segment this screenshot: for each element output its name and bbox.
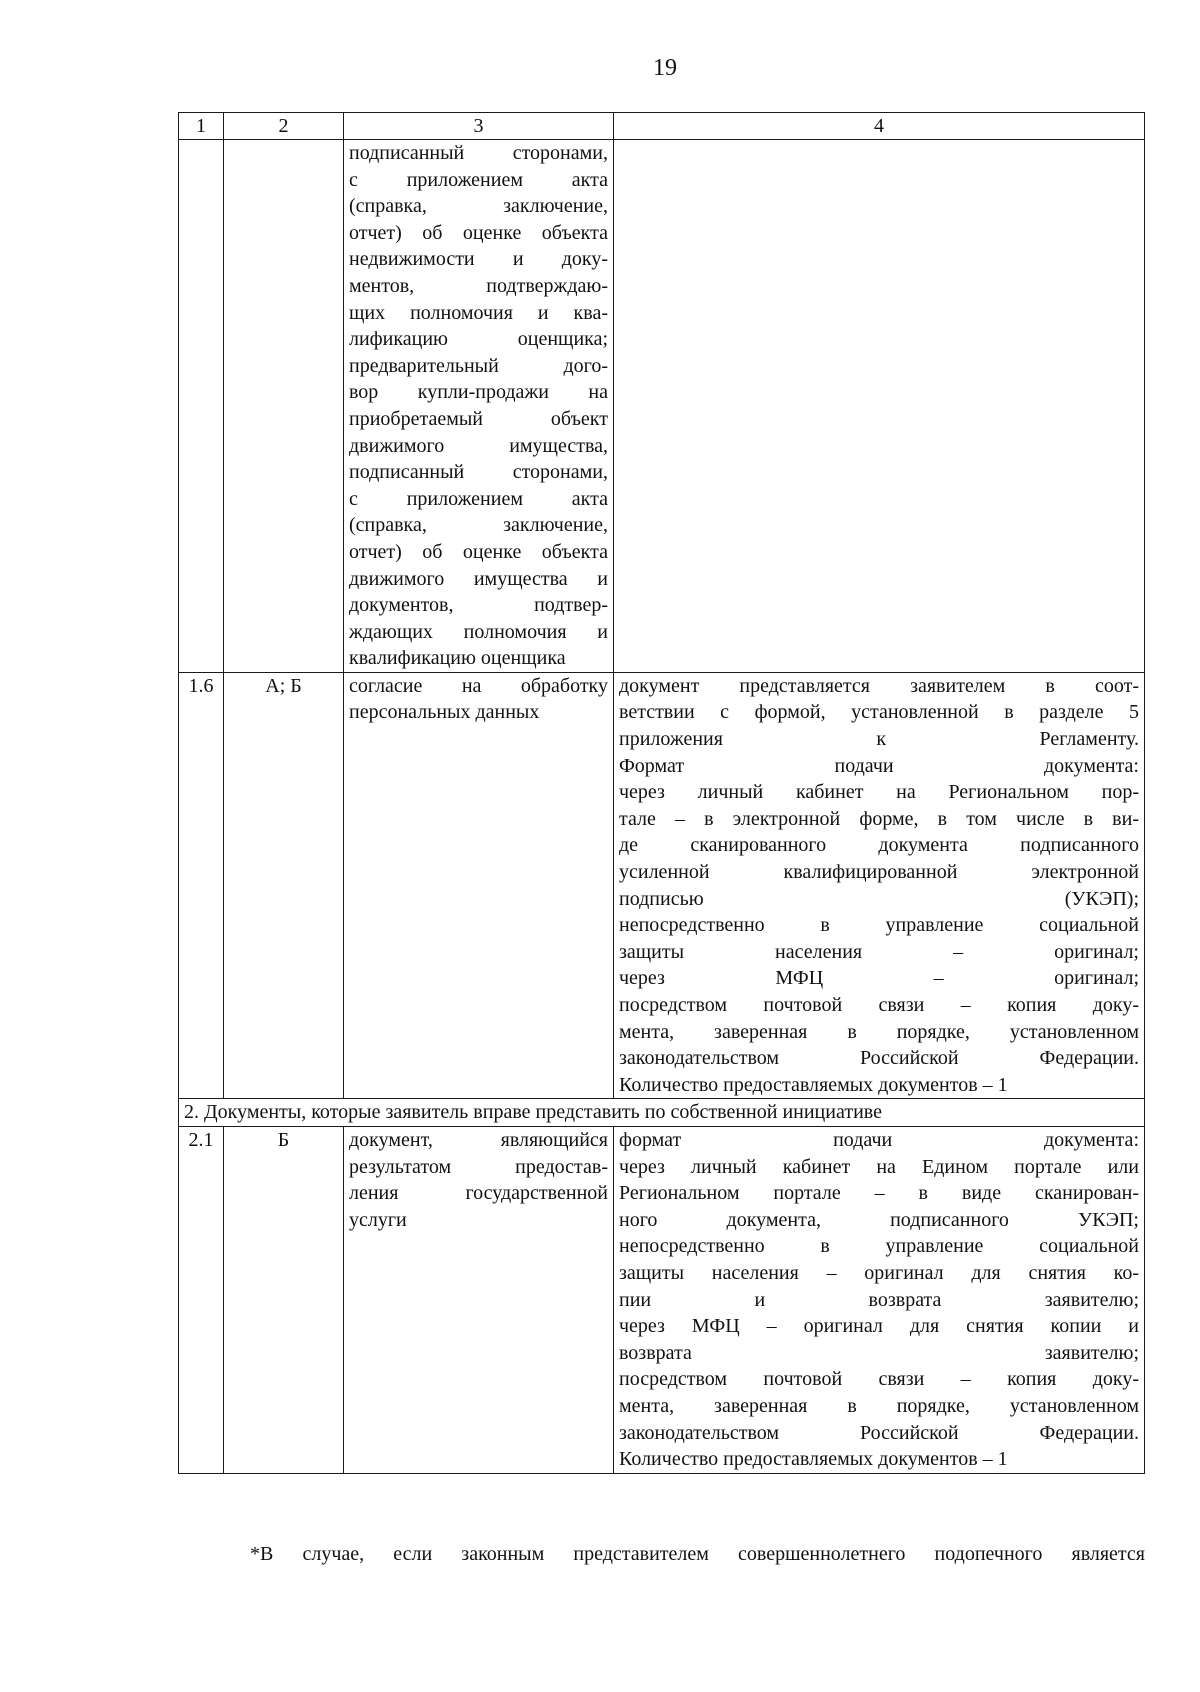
cell-text-line: щих полномочия и ква- [349, 301, 608, 324]
applicant-category-cell: Б [224, 1126, 344, 1473]
cell-text-line: непосредственно в управление социальной [619, 1235, 1139, 1258]
row-number-cell: 2.1 [179, 1126, 224, 1473]
cell-text-line: (справка, заключение, [349, 514, 608, 537]
table-row [179, 1126, 1145, 1473]
cell-text-line: подписью (УКЭП); [619, 887, 1139, 910]
page-number: 19 [653, 55, 677, 81]
document-name-cell [344, 672, 614, 1099]
cell-text-line: согласие на обработку [349, 674, 608, 697]
header-cell-3: 3 [344, 113, 614, 140]
documents-table [178, 112, 1145, 1474]
cell-text-line: персональных данных [349, 701, 540, 724]
cell-text-line: подписанный сторонами, [349, 142, 608, 164]
cell-text-line: ления государственной [349, 1182, 608, 1205]
table-row [179, 672, 1145, 1099]
cell-text-line: с приложением акта [349, 487, 608, 510]
cell-text-line: результатом предостав- [349, 1155, 608, 1178]
cell-text-line: с приложением акта [349, 168, 608, 191]
cell-text-line: движимого имущества, [349, 434, 608, 457]
cell-text-line: ного документа, подписанного УКЭП; [619, 1208, 1139, 1231]
cell-text-line: услуги [349, 1208, 407, 1231]
document-requirements-cell [614, 1126, 1145, 1473]
cell-text-line: Количество предоставляемых документов – 1 [619, 1073, 1008, 1096]
cell-text-line: ментов, подтверждаю- [349, 274, 608, 297]
header-cell-1: 1 [179, 113, 224, 140]
applicant-category-cell [224, 140, 344, 673]
cell-text-line: квалификацию оценщика [349, 647, 566, 670]
cell-text-line: усиленной квалифицированной электронной [619, 861, 1139, 884]
cell-text-line: предварительный дого- [349, 354, 608, 377]
cell-text-line: (справка, заключение, [349, 195, 608, 218]
section-heading-row [179, 1099, 1145, 1127]
cell-text-line: ветствии с формой, установленной в разделе 5 [619, 701, 1139, 724]
document-name-cell [344, 140, 614, 673]
cell-text-line: защиты населения – оригинал; [619, 940, 1139, 963]
cell-text-line: законодательством Российской Федерации. [619, 1421, 1139, 1444]
cell-text-line: приобретаемый объект [349, 407, 608, 430]
row-number-cell: 1.6 [179, 672, 224, 1099]
cell-text-line: посредством почтовой связи – копия доку- [619, 994, 1139, 1016]
cell-text-line: пии и возврата заявителю; [619, 1288, 1139, 1311]
cell-text-line: через личный кабинет на Региональном пор- [619, 781, 1139, 804]
cell-text-line: защиты населения – оригинал для снятия ко- [619, 1261, 1139, 1284]
cell-text-line: Количество предоставляемых документов – 1 [619, 1448, 1008, 1471]
cell-text-line: непосредственно в управление социальной [619, 914, 1139, 937]
document-requirements-cell [614, 672, 1145, 1099]
cell-text-line: законодательством Российской Федерации. [619, 1047, 1139, 1070]
cell-text-line: возврата заявителю; [619, 1341, 1139, 1364]
cell-text-line: движимого имущества и [349, 567, 608, 590]
cell-text-line: де сканированного документа подписанного [619, 834, 1139, 857]
table-row [179, 140, 1145, 673]
cell-text-line: мента, заверенная в порядке, установленном [619, 1394, 1139, 1417]
cell-text-line: через МФЦ – оригинал; [619, 967, 1139, 990]
header-cell-4: 4 [614, 113, 1145, 140]
cell-text-line: вор купли-продажи на [349, 381, 608, 404]
row-number-cell [179, 140, 224, 673]
cell-text-line: через личный кабинет на Едином портале или [619, 1155, 1139, 1178]
cell-text-line: документ представляется заявителем в соот- [619, 674, 1139, 697]
cell-text-line: недвижимости и доку- [349, 248, 608, 271]
cell-text-line: через МФЦ – оригинал для снятия копии и [619, 1315, 1139, 1338]
cell-text-line: мента, заверенная в порядке, установленном [619, 1020, 1139, 1043]
section-heading: 2. Документы, которые заявитель вправе представить по собственной инициативе [179, 1099, 1145, 1127]
cell-text-line: Региональном портале – в виде сканирован- [619, 1182, 1139, 1205]
cell-text-line: приложения к Регламенту. [619, 728, 1139, 751]
applicant-category-cell: А; Б [224, 672, 344, 1099]
table-header-row [179, 113, 1145, 140]
cell-text-line: лификацию оценщика; [349, 328, 608, 351]
cell-text-line: документов, подтвер- [349, 594, 608, 617]
document-name-cell [344, 1126, 614, 1473]
cell-text-line: документ, являющийся [349, 1128, 608, 1151]
cell-text-line: формат подачи документа: [619, 1128, 1139, 1151]
document-requirements-cell [614, 140, 1145, 673]
footnote: *В случае, если законным представителем совершеннолетнего подопечного является [250, 1543, 1145, 1565]
cell-text-line: тале – в электронной форме, в том числе в ви- [619, 807, 1139, 830]
cell-text-line: отчет) об оценке объекта [349, 221, 608, 244]
cell-text-line: ждающих полномочия и [349, 620, 608, 643]
cell-text-line: Формат подачи документа: [619, 754, 1139, 777]
header-cell-2: 2 [224, 113, 344, 140]
cell-text-line: отчет) об оценке объекта [349, 540, 608, 563]
cell-text-line: подписанный сторонами, [349, 461, 608, 484]
cell-text-line: посредством почтовой связи – копия доку- [619, 1368, 1139, 1391]
